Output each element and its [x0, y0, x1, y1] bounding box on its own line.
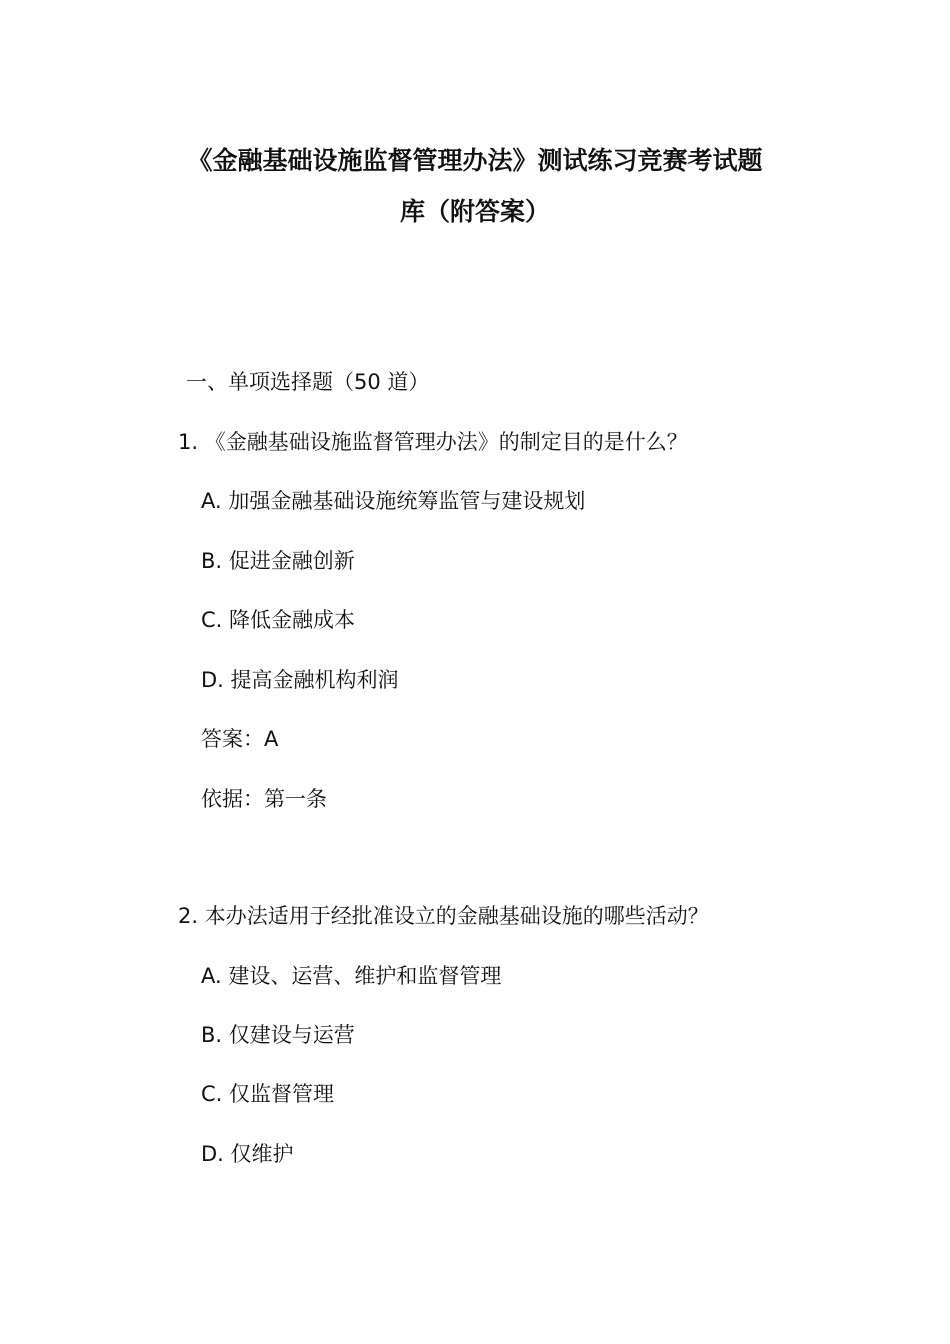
document-title-line-2: 库（附答案） — [399, 197, 550, 226]
option-d: D. 提高金融机构利润 — [201, 668, 399, 692]
option-c: C. 仅监督管理 — [201, 1082, 335, 1106]
question-stem: 1. 《金融基础设施监督管理办法》的制定目的是什么？ — [178, 430, 688, 454]
basis: 依据：第一条 — [201, 787, 327, 811]
document-title-line-1: 《金融基础设施监督管理办法》测试练习竞赛考试题 — [187, 146, 763, 175]
option-a: A. 加强金融基础设施统筹监管与建设规划 — [201, 489, 586, 513]
option-d: D. 仅维护 — [201, 1142, 294, 1166]
option-a: A. 建设、运营、维护和监督管理 — [201, 964, 502, 988]
section-heading: 一、单项选择题（50 道） — [186, 370, 430, 394]
option-c: C. 降低金融成本 — [201, 608, 356, 632]
option-b: B. 仅建设与运营 — [201, 1023, 355, 1047]
question-stem: 2. 本办法适用于经批准设立的金融基础设施的哪些活动？ — [178, 904, 709, 928]
answer: 答案：A — [201, 727, 279, 751]
option-b: B. 促进金融创新 — [201, 549, 355, 573]
